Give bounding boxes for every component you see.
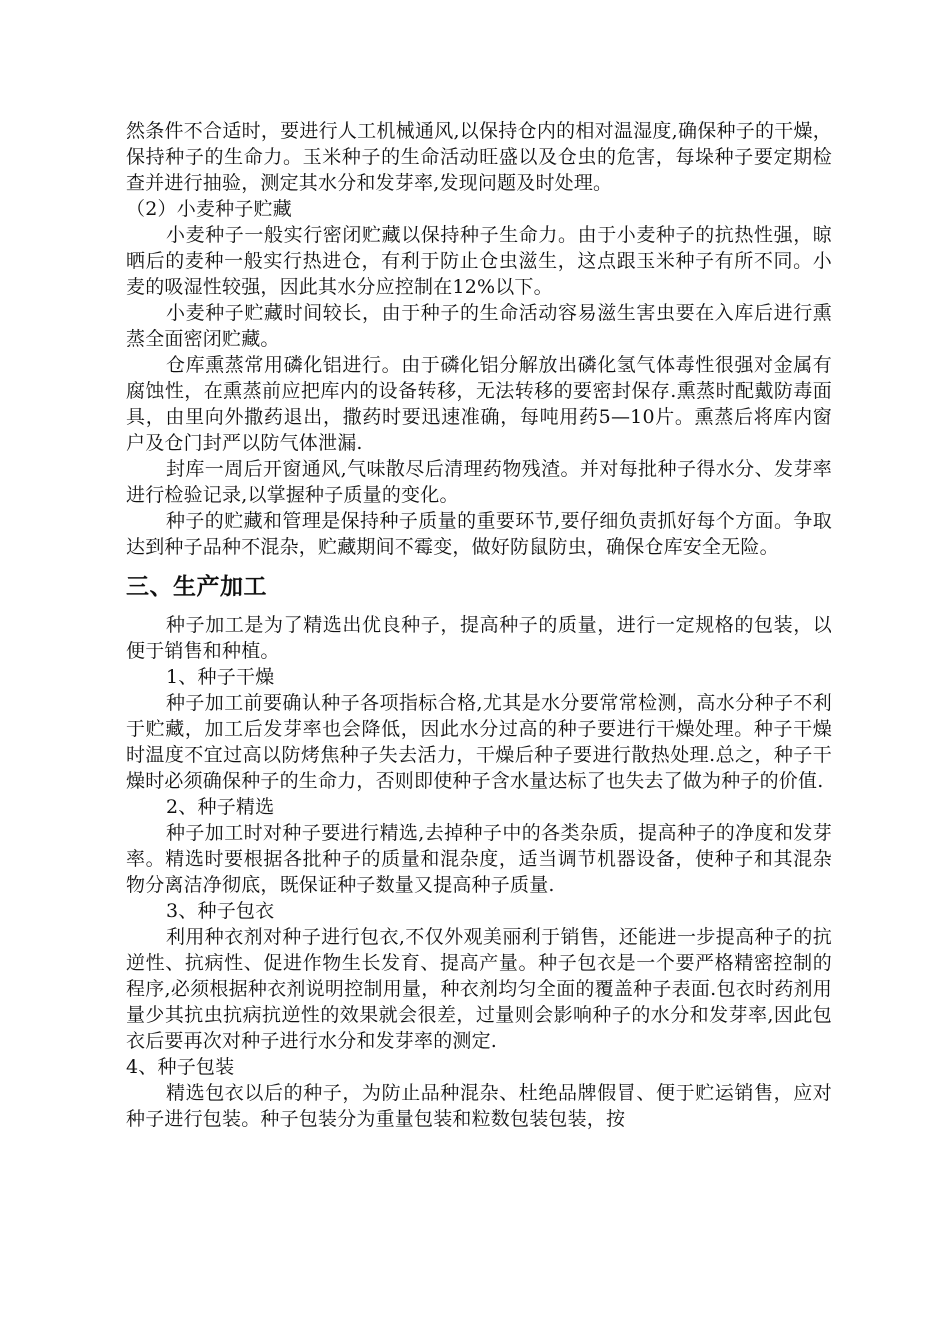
- paragraph-wheat-fumigation: 小麦种子贮藏时间较长，由于种子的生命活动容易滋生害虫要在入库后进行熏蒸全面密闭贮藏。: [126, 302, 832, 350]
- subheading-seed-drying: 1、种子干燥: [166, 666, 275, 688]
- paragraph-wheat-sealed: 小麦种子一般实行密闭贮藏以保持种子生命力。由于小麦种子的抗热性强，晾晒后的麦种一般实行热进仓，有利于防止仓虫滋生，这点跟玉米种子有所不同。小麦的吸湿性较强，因此其水分应控制在12%以下。: [126, 224, 832, 298]
- paragraph-storage-management: 种子的贮藏和管理是保持种子质量的重要环节,要仔细负责抓好每个方面。争取达到种子品种不混杂，贮藏期间不霉变，做好防鼠防虫，确保仓库安全无险。: [126, 510, 832, 558]
- paragraph-seed-selection: 种子加工时对种子要进行精选,去掉种子中的各类杂质，提高种子的净度和发芽率。精选时要根据各批种子的质量和混杂度，适当调节机器设备，使种子和其混杂物分离洁净彻底，既保证种子数量又提高种子质量.: [126, 822, 832, 896]
- document-body: [126, 118, 832, 1132]
- paragraph-aluminum-phosphide: 仓库熏蒸常用磷化铝进行。由于磷化铝分解放出磷化氢气体毒性很强对金属有腐蚀性，在熏蒸前应把库内的设备转移，无法转移的要密封保存.熏蒸时配戴防毒面具，由里向外撒药退出，撒药时要迅速准确，每吨用药5—10片。熏蒸后将库内窗户及仓门封严以防气体泄漏.: [126, 354, 832, 454]
- subheading-wheat-storage: （2）小麦种子贮藏: [126, 198, 292, 220]
- paragraph-seed-packaging: 精选包衣以后的种子，为防止品种混杂、杜绝品牌假冒、便于贮运销售，应对种子进行包装。种子包装分为重量包装和粒数包装包装，按: [126, 1082, 832, 1130]
- subheading-seed-packaging: 4、种子包装: [126, 1056, 235, 1078]
- paragraph-ventilation-after: 封库一周后开窗通风,气味散尽后清理药物残渣。并对每批种子得水分、发芽率进行检验记录,以掌握种子质量的变化。: [126, 458, 832, 506]
- paragraph-seed-drying: 种子加工前要确认种子各项指标合格,尤其是水分要常常检测，高水分种子不利于贮藏，加工后发芽率也会降低，因此水分过高的种子要进行干燥处理。种子干燥时温度不宜过高以防烤焦种子失去活力，干燥后种子要进行散热处理.总之，种子干燥时必须确保种子的生命力，否则即使种子含水量达标了也失去了做为种子的价值.: [126, 692, 832, 792]
- section-heading-processing: 三、生产加工: [126, 574, 267, 600]
- paragraph-seed-coating: 利用种衣剂对种子进行包衣,不仅外观美丽利于销售，还能进一步提高种子的抗逆性、抗病性、促进作物生长发育、提高产量。种子包衣是一个要严格精密控制的程序,必须根据种衣剂说明控制用量，种衣剂均匀全面的覆盖种子表面.包衣时药剂用量少其抗虫抗病抗逆性的效果就会很差，过量则会影响种子的水分和发芽率,因此包衣后要再次对种子进行水分和发芽率的测定.: [126, 926, 832, 1052]
- subheading-seed-selection: 2、种子精选: [166, 796, 275, 818]
- paragraph-processing-intro: 种子加工是为了精选出优良种子，提高种子的质量，进行一定规格的包装，以便于销售和种植。: [126, 614, 832, 662]
- paragraph-corn-ventilation: 然条件不合适时，要进行人工机械通风,以保持仓内的相对温湿度,确保种子的干燥，保持种子的生命力。玉米种子的生命活动旺盛以及仓虫的危害，每垛种子要定期检查并进行抽验，测定其水分和发芽率,发现问题及时处理。: [126, 120, 832, 194]
- subheading-seed-coating: 3、种子包衣: [166, 900, 275, 922]
